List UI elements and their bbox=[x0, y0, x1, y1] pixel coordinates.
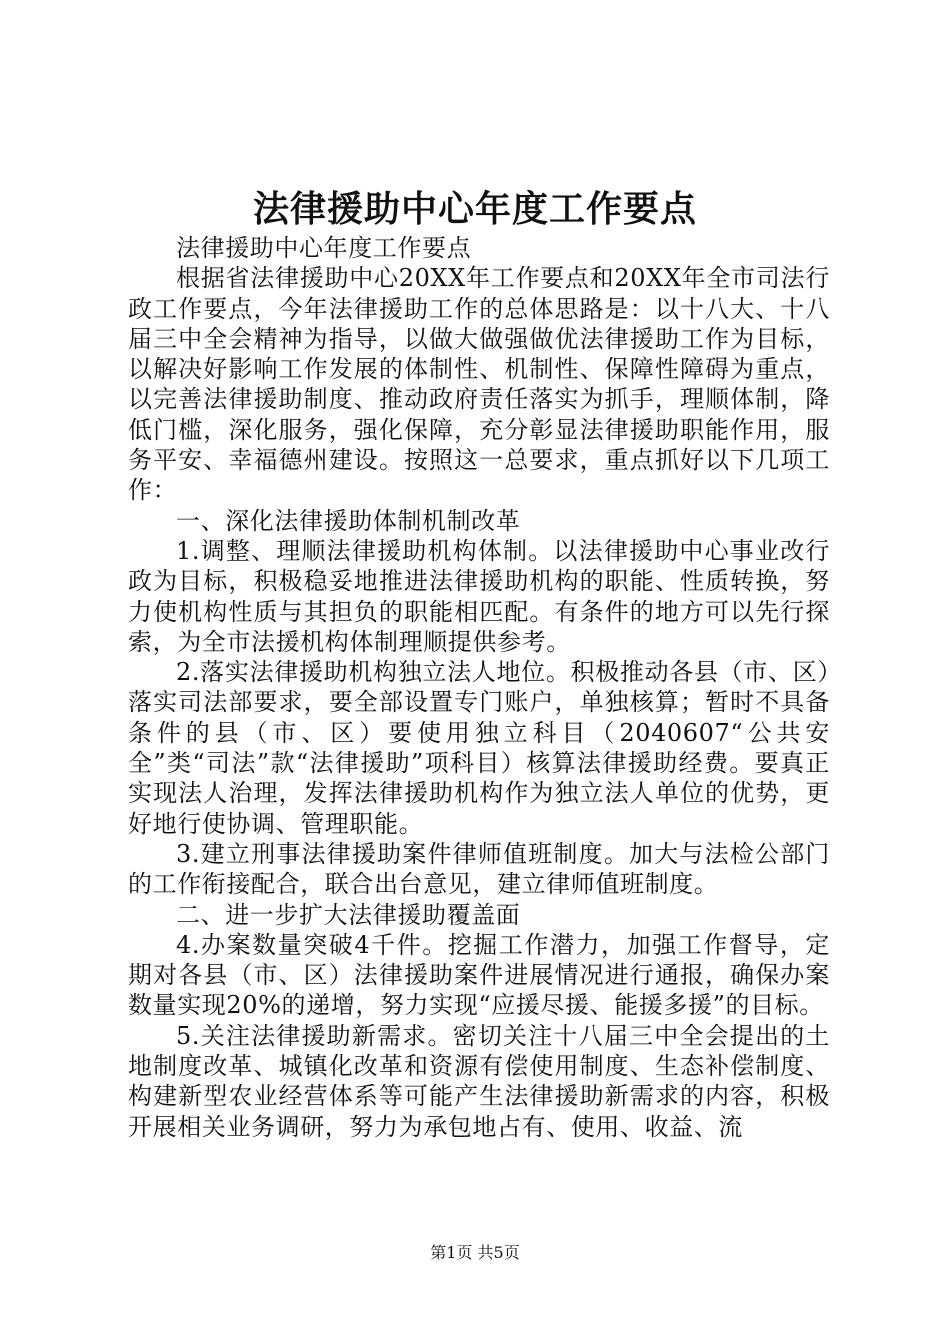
page-footer: 第1页 共5页 bbox=[430, 1243, 520, 1262]
document-title: 法律援助中心年度工作要点 bbox=[252, 188, 697, 230]
document-body bbox=[128, 233, 830, 1142]
item-paragraph-3: 3.建立刑事法律援助案件律师值班制度。加大与法检公部门的工作衔接配合，联合出台意见，建立律师值班制度。 bbox=[128, 839, 830, 899]
subtitle-paragraph: 法律援助中心年度工作要点 bbox=[176, 234, 472, 262]
section-heading-1: 一、深化法律援助体制机制改革 bbox=[176, 506, 521, 535]
item-paragraph-4: 4.办案数量突破4千件。挖掘工作潜力，加强工作督导，定期对各县（市、区）法律援助案件进展情况进行通报，确保办案数量实现20%的递增，努力实现“应援尽援、能援多援”的目标。 bbox=[128, 930, 830, 1020]
section-heading-2: 二、进一步扩大法律援助覆盖面 bbox=[176, 900, 521, 929]
intro-paragraph: 根据省法律援助中心20XX年工作要点和20XX年全市司法行政工作要点，今年法律援助工作的总体思路是：以十八大、十八届三中全会精神为指导，以做大做强做优法律援助工作为目标，以解决好影响工作发展的体制性、机制性、保障性障碍为重点，以完善法律援助制度、推动政府责任落实为抓手，理顺体制，降低门槛，深化服务，强化保障，充分彰显法律援助职能作用，服务平安、幸福德州建设。按照这一总要求，重点抓好以下几项工作： bbox=[128, 264, 830, 505]
item-paragraph-2: 2.落实法律援助机构独立法人地位。积极推动各县（市、区）落实司法部要求，要全部设置专门账户，单独核算；暂时不具备条件的县（市、区）要使用独立科目（2040607“公共安全”类“司法”款“法律援助”项科目）核算法律援助经费。要真正实现法人治理，发挥法律援助机构作为独立法人单位的优势，更好地行使协调、管理职能。 bbox=[128, 658, 830, 838]
item-paragraph-5: 5.关注法律援助新需求。密切关注十八届三中全会提出的土地制度改革、城镇化改革和资源有偿使用制度、生态补偿制度、构建新型农业经营体系等可能产生法律援助新需求的内容，积极开展相关业务调研，努力为承包地占有、使用、收益、流 bbox=[128, 1021, 830, 1141]
item-paragraph-1: 1.调整、理顺法律援助机构体制。以法律援助中心事业改行政为目标，积极稳妥地推进法律援助机构的职能、性质转换，努力使机构性质与其担负的职能相匹配。有条件的地方可以先行探索，为全市法援机构体制理顺提供参考。 bbox=[128, 536, 830, 656]
